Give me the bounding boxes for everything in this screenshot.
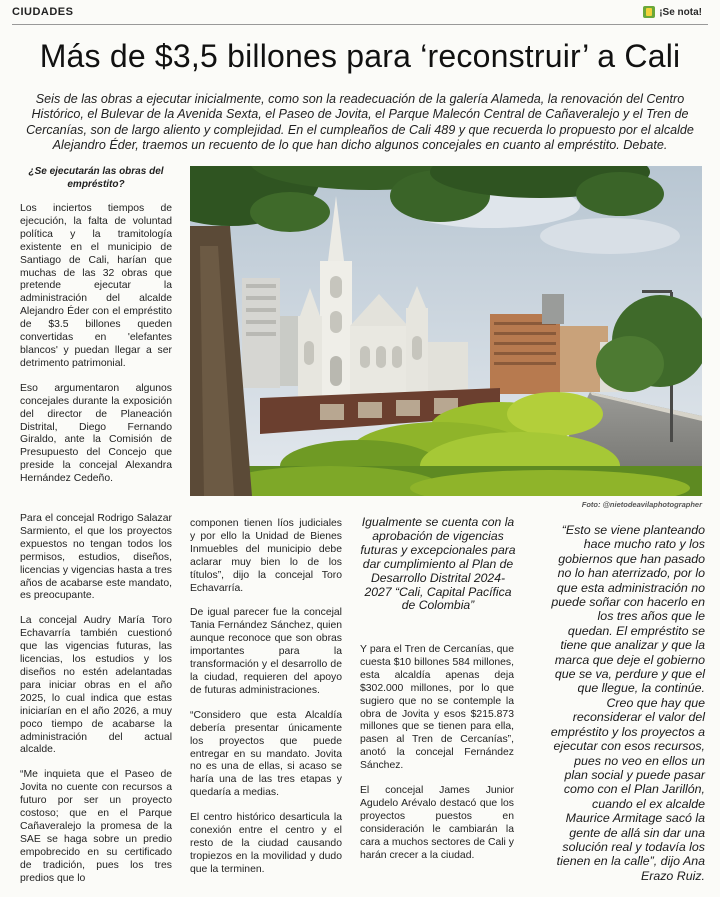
header-divider: [12, 24, 708, 25]
article-column-1: [20, 166, 172, 498]
church-photo: [190, 166, 702, 496]
lead-paragraph: Seis de las obras a ejecutar inicialmente, como son la readecuación de la galería Alameda, la renovación del Centro Histórico, el Bulevar de la Avenida Sexta, el Paseo de Jovita, el Parque Malecón Central de Cañaveralejo y el Tren de Cercanías, son de largo aliento y complejidad. En el cumpleaños de Cali 489 y que recuerda lo propuesto por el alcalde Alejandro Éder, traemos un recuento de lo que han dicho algunos concejales en cuanto al empréstito. Debate.: [26, 92, 694, 153]
paragraph: “Me inquieta que el Paseo de Jovita no cuente con recursos a futuro por ser un proyecto costoso; que en el Parque Cañaveralejo la promesa de la SAE se haga sobre un predio empobrecido en su certificado de tradición, pues los tres predios que lo: [20, 769, 172, 884]
brand-name: ¡Se nota!: [659, 6, 702, 18]
paragraph: Eso argumentaron algunos concejales durante la exposición del director de Planeación Distrital, Diego Fernando Giraldo, ante la Comisión de Presupuesto del Concejo que preside la concejal Alexandra Hernández Cedeño.: [20, 382, 172, 485]
paragraph: Los inciertos tiempos de ejecución, la falta de voluntad política y la tramitología existente en el municipio de Santiago de Cali, harían que muchas de las 32 obras que pretende ejecutar la administración del alcalde Alejandro Éder con el empréstito de $3.5 billones queden convertidas en 'elefantes blancos' y puedan llegar a ser detrimento patrimonial.: [20, 203, 172, 369]
paragraph: De igual parecer fue la concejal Tania Fernández Sánchez, quien aunque reconoce que son obras importantes para la transformación y el desarrollo de la ciudad, requieren del apoyo de futuras administraciones.: [190, 607, 342, 696]
article-column-1-lower: [20, 513, 172, 897]
article-column-2: [190, 518, 342, 889]
brand-logo-icon: [643, 6, 655, 18]
paragraph: componen tienen líos judiciales y por ello la Unidad de Bienes Inmuebles del municipio debe aclarar muy bien lo de los títulos”, dijo la concejal Toro Echavarría.: [190, 518, 342, 594]
photo-credit: Foto: @nietodeavilaphotographer: [581, 500, 702, 509]
section-label: CIUDADES: [12, 6, 74, 18]
brand-logo: [643, 6, 702, 18]
subhead-question: ¿Se ejecutarán las obras del empréstito?: [28, 166, 164, 190]
article-column-3: [360, 644, 514, 875]
paragraph: La concejal Audry María Toro Echavarría también cuestionó que las vigencias futuras, las licencias, los estudios y los diseños no estén adelantadas para iniciar obras en el año 2025, lo cual indica que estas iniciarían en el año 2026, a muy poco tiempo de acabarse la administración del actual alcalde.: [20, 615, 172, 756]
paragraph: Y para el Tren de Cercanías, que cuesta $10 billones 584 millones, esta alcaldía apenas deja $302.000 millones, por lo que sugiero que no se contemple la obra de Jovita y esos $215.873 millones que se tienen para ella, pasen al Tren de Cercanías”, anotó la concejal Fernández Sánchez.: [360, 644, 514, 772]
quote-ana-erazo: “Esto se viene planteando hace mucho rato y los gobiernos que han pasado no lo han aterrizado, por lo que esta administración no puede soñar con hacerlo en los tres años que le quedan. El empréstito se tiene que analizar y que la marca que deje el gobierno que se va, perdure y que el que llegue, la continúe. Creo que hay que reconsiderar el valor del empréstito y los proyectos a ejecutar con esos recursos, pues no veo en ellos un plan social y puede pasar como con el Plan Jarillón, cuando el ex alcalde Maurice Armitage sacó la gente de allá sin dar una solución real y todavía los tienen en la calle”, dijo Ana Erazo Ruiz.: [550, 523, 705, 883]
paragraph: “Considero que esta Alcaldía debería presentar únicamente los proyectos que puede entregar en su mandato. Jovita no es una de ellas, si acaso se haría una de las tres etapas y quedaría a medias.: [190, 709, 342, 799]
pull-quote: Igualmente se cuenta con la aprobación de vigencias futuras y excepcionales para dar cumplimiento al Plan de Desarrollo Distrital 2024-2027 “Cali, Capital Pacífica de Colombia”: [360, 515, 516, 613]
paragraph: El centro histórico desarticula la conexión entre el centro y el resto de la ciudad causando tropiezos en la movilidad y dudo que la terminen.: [190, 812, 342, 875]
headline: Más de $3,5 billones para ‘reconstruir’ a Cali: [39, 38, 681, 74]
paragraph: El concejal James Junior Agudelo Arévalo destacó que los proyectos puestos en consideración le cambiarán la cara a muchos sectores de Cali y harán crecer a la ciudad.: [360, 785, 514, 861]
paragraph: Para el concejal Rodrigo Salazar Sarmiento, el que los proyectos expuestos no tengan todos los permisos, estudios, diseños, licencias y vigencias hasta a tres años de acabarse este mandato, es preocupante.: [20, 513, 172, 602]
